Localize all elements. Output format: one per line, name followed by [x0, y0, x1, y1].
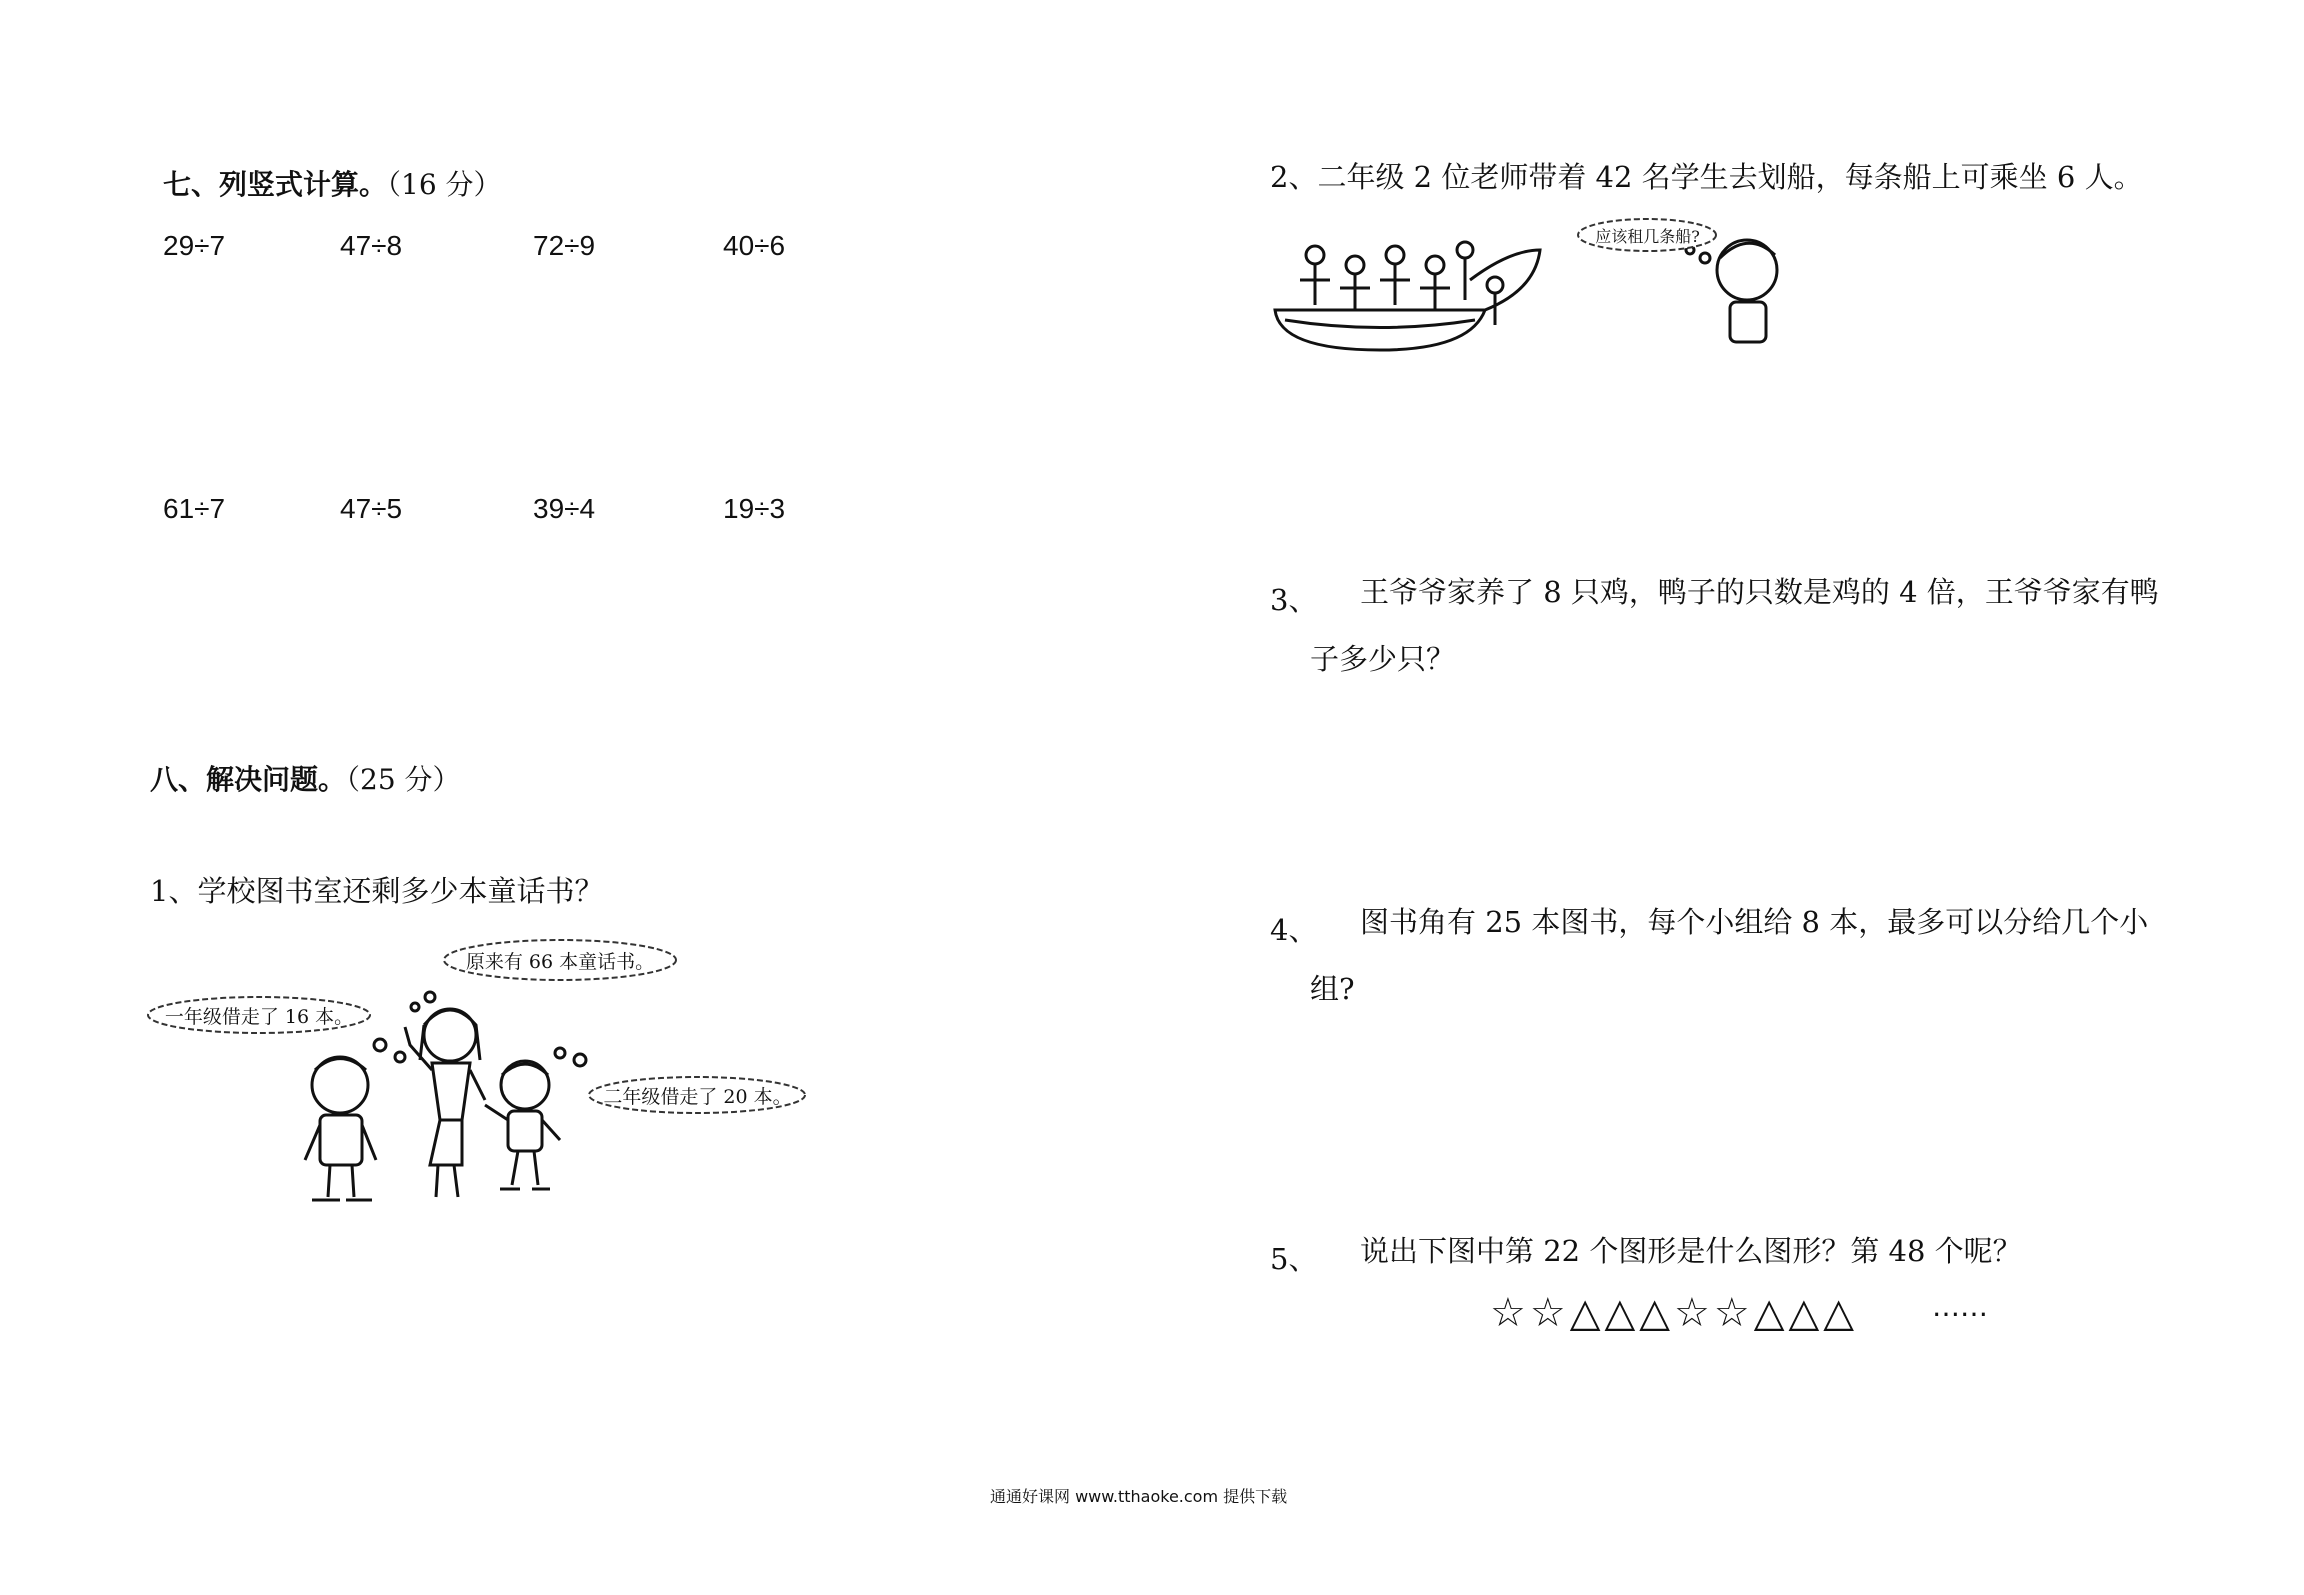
section-8-heading [150, 758, 461, 798]
section-7-title: 七、列竖式计算。 [163, 168, 388, 201]
question-3-line-2: 子多少只？ [1310, 642, 1456, 676]
cartoon-people-icon [140, 935, 820, 1205]
question-1-text: 1、学校图书室还剩多少本童话书？ [150, 874, 604, 908]
page-footer: 通通好课网 www.tthaoke.com 提供下载 [990, 1487, 1288, 1506]
calc-item: 19÷3 [723, 493, 786, 524]
section-8-points: （25 分） [346, 763, 461, 796]
pattern-ellipsis: …… [1932, 1290, 1988, 1323]
calc-item: 47÷5 [340, 493, 403, 524]
question-2-illustration [1270, 210, 1830, 360]
calc-item: 40÷6 [723, 230, 786, 261]
speech-bubble: 原来有 66 本童话书。 [440, 935, 680, 985]
question-1-illustration [140, 935, 820, 1205]
calc-item: 61÷7 [163, 493, 226, 524]
question-5-line-1: 说出下图中第 22 个图形是什么图形？第 48 个呢？ [1360, 1234, 2022, 1268]
question-4-number: 4、 [1270, 913, 1318, 947]
speech-bubble: 一年级借走了 16 本。 [144, 990, 374, 1040]
calc-item: 39÷4 [533, 493, 596, 524]
speech-bubble: 应该租几条船? [1575, 215, 1720, 255]
boat-scene-icon [1270, 210, 1830, 360]
calc-item: 72÷9 [533, 230, 596, 261]
section-7-points: （16 分） [387, 168, 502, 201]
shape-pattern: ☆☆△△△☆☆△△△ [1490, 1290, 1859, 1336]
question-4-line-2: 组? [1310, 972, 1355, 1006]
speech-bubble: 二年级借走了 20 本。 [585, 1070, 810, 1120]
question-3-number: 3、 [1270, 583, 1318, 617]
question-4-line-1: 图书角有 25 本图书，每个小组给 8 本，最多可以分给几个小 [1360, 905, 2149, 939]
question-3-line-1: 王爷爷家养了 8 只鸡，鸭子的只数是鸡的 4 倍，王爷爷家有鸭 [1360, 575, 2159, 609]
question-5-number: 5、 [1270, 1242, 1318, 1276]
question-2-text: 2、二年级 2 位老师带着 42 名学生去划船，每条船上可乘坐 6 人。 [1270, 160, 2143, 194]
calc-item: 47÷8 [340, 230, 403, 261]
section-7-heading [163, 163, 502, 203]
section-8-title: 八、解决问题。 [150, 763, 347, 796]
calc-item: 29÷7 [163, 230, 226, 261]
